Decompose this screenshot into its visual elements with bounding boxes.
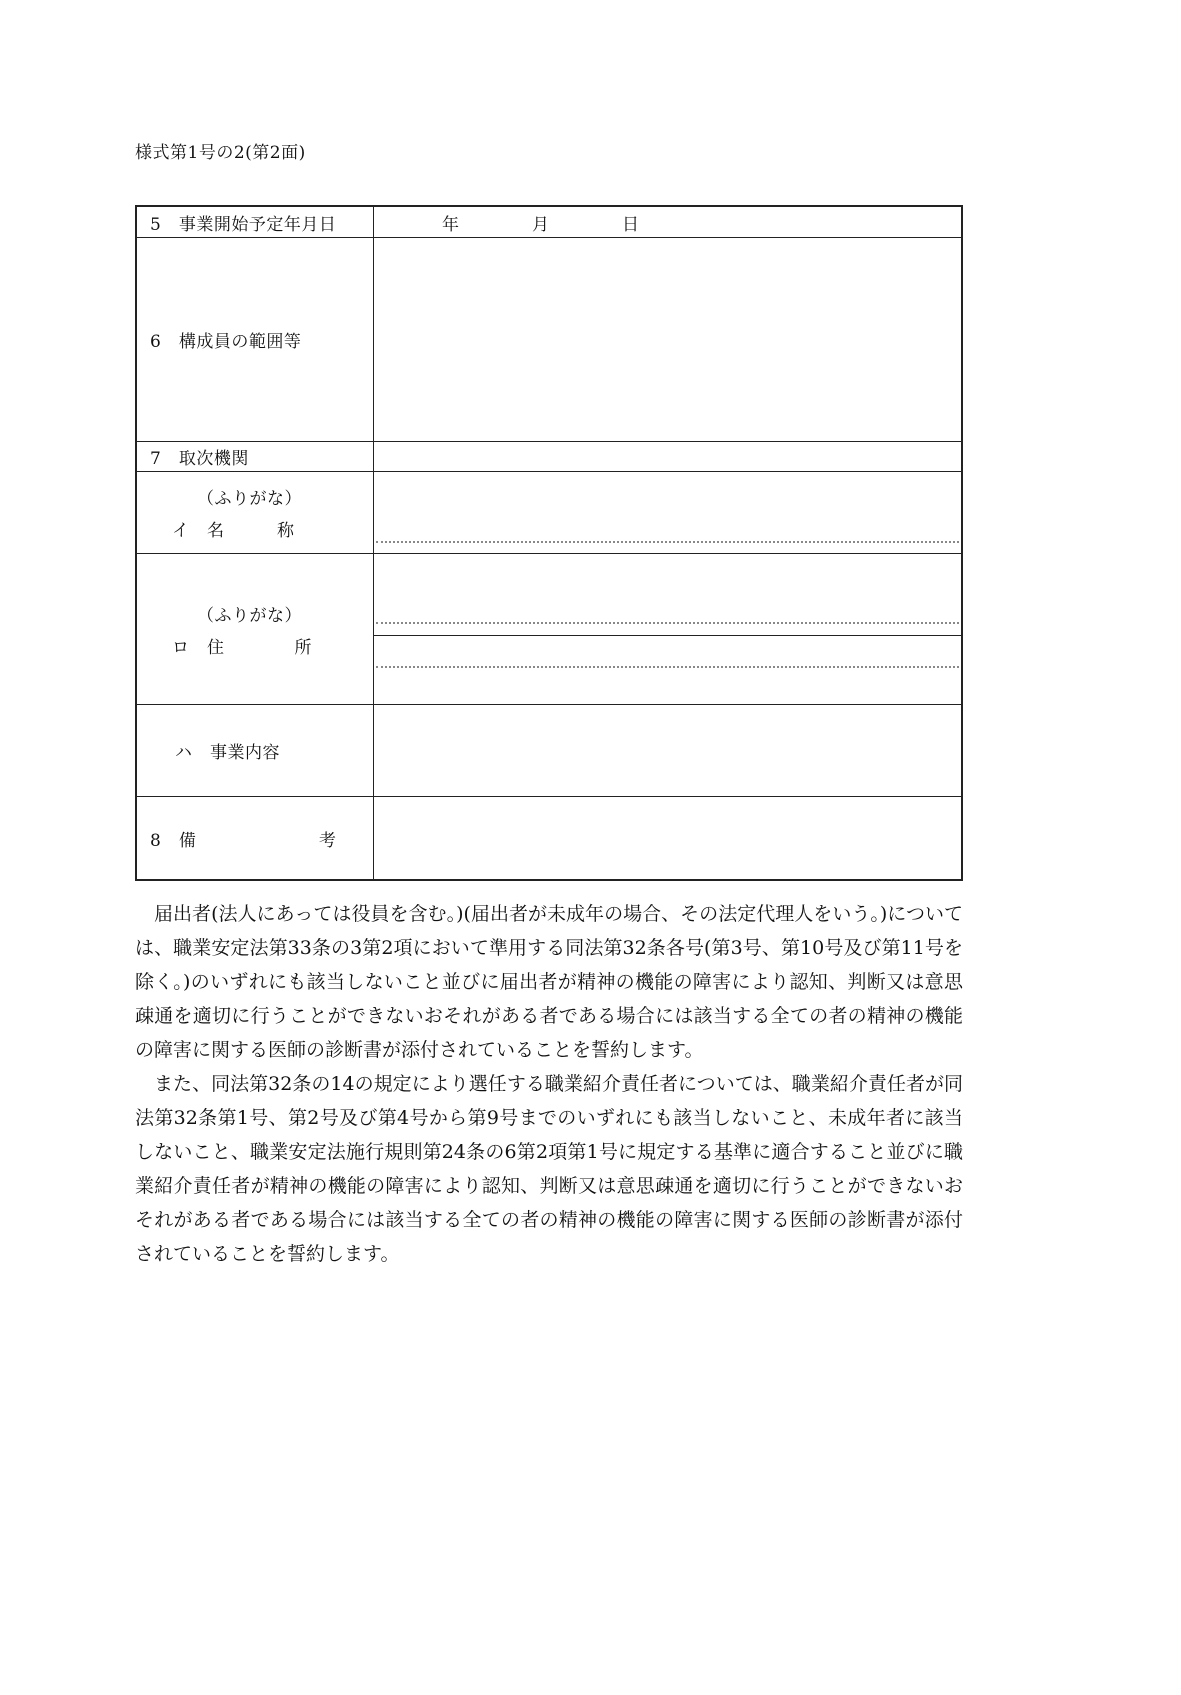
agency-name-furigana-label: （ふりがな） (197, 489, 302, 509)
form-sheet (135, 138, 963, 1271)
declaration-paragraph-2: また、同法第32条の14の規定により選任する職業紹介責任者については、職業紹介責任者が同法第32条第1号、第2号及び第4号から第9号までのいずれにも該当しないこと、未成年者に該当しないこと、職業安定法施行規則第24条の6第2項第1号に規定する基準に適合すること並びに職業紹介責任者が精神の機能の障害により認知、判断又は意思疎通を適切に行うことができないおそれがある者である場合には該当する全ての者の精神の機能の障害に関する医師の診断書が添付されていることを誓約します。 (135, 1073, 963, 1265)
row-agency-address (137, 554, 961, 705)
row-business-content-label: ハ 事業内容 (137, 705, 374, 796)
row-remarks (137, 797, 961, 879)
member-scope-field (374, 238, 961, 441)
row-agency-address-label (137, 554, 374, 704)
agency-address-field (374, 554, 961, 704)
row-member-scope (137, 238, 961, 442)
agency-field (374, 442, 961, 471)
agency-name-title: イ 名 称 (172, 521, 295, 541)
form-table (135, 205, 963, 881)
row-agency (137, 442, 961, 472)
row-start-date (137, 207, 961, 238)
row-agency-name (137, 472, 961, 554)
row-remarks-label: 8 備 考 (137, 797, 374, 879)
form-title: 様式第1号の2(第2面) (135, 143, 306, 163)
declaration-paragraph-1: 届出者(法人にあっては役員を含む。)(届出者が未成年の場合、その法定代理人をいう。)については、職業安定法第33条の3第2項において準用する同法第32条各号(第3号、第10号及び第11号を除く。)のいずれにも該当しないこと並びに届出者が精神の機能の障害により認知、判断又は意思疎通を適切に行うことができないおそれがある者である場合には該当する全ての者の精神の機能の障害に関する医師の診断書が添付されていることを誓約します。 (135, 903, 963, 1061)
agency-address-upper-field (374, 554, 961, 636)
start-date-field: 年 月 日 (442, 214, 640, 235)
agency-address-lower-field (374, 636, 961, 704)
declaration-text (135, 897, 963, 1271)
furigana-ruled-line (376, 622, 959, 624)
furigana-ruled-line (376, 541, 959, 543)
row-member-scope-label: 6 構成員の範囲等 (137, 238, 374, 441)
agency-name-field (374, 472, 961, 553)
row-agency-name-label (137, 472, 374, 553)
row-agency-label: 7 取次機関 (137, 442, 374, 471)
agency-address-title: ロ 住 所 (172, 637, 312, 658)
business-content-field (374, 705, 961, 796)
remarks-field (374, 797, 961, 879)
row-business-content (137, 705, 961, 797)
row-start-date-label: 5 事業開始予定年月日 (137, 207, 374, 237)
furigana-ruled-line (376, 666, 959, 668)
agency-address-furigana-label: （ふりがな） (197, 605, 302, 626)
